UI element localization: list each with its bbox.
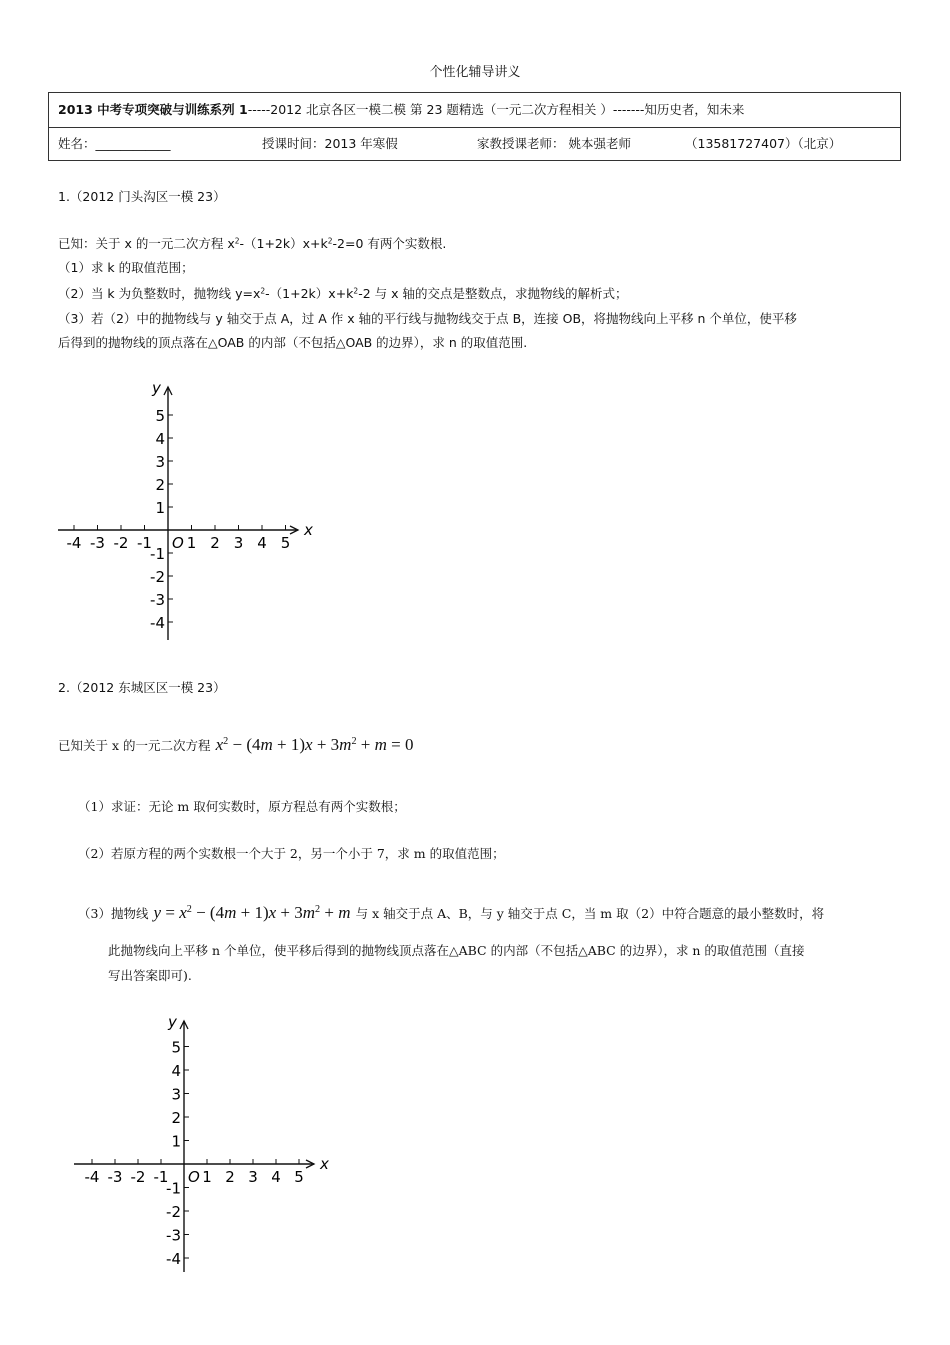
q2-part1: （1）求证：无论 m 取何实数时，原方程总有两个实数根； <box>78 799 406 814</box>
x-tick-label: 5 <box>280 534 291 552</box>
x-tick-label: 3 <box>233 534 244 552</box>
y-tick-label: -4 <box>166 1250 181 1268</box>
y-axis-label: y <box>168 1013 177 1031</box>
x-tick-label: 4 <box>257 534 267 552</box>
teacher-name: 家教授课老师： 姚本强老师 <box>477 136 631 151</box>
y-tick-label: -1 <box>150 545 165 563</box>
y-tick-label: 3 <box>171 1085 181 1104</box>
lesson-time: 授课时间：2013 年寒假 <box>262 136 398 151</box>
x-tick-label: -4 <box>66 534 82 552</box>
y-tick-label: -4 <box>150 614 165 632</box>
student-name-field: 姓名：____________ <box>58 136 171 151</box>
y-tick-label: 2 <box>171 1109 181 1127</box>
y-tick-label: -2 <box>150 568 165 586</box>
q2-part3-line1: （3）抛物线 $y = x^2 - (4m + 1)x + 3m^2 + m$ 与 x 轴交于点 A、B，与 y 轴交于点 C，当 m 取（2）中符合题意的最小整数时，将 <box>78 903 825 922</box>
q1-heading: 1.（2012 门头沟区一模 23） <box>58 189 226 204</box>
x-tick-label: 1 <box>186 534 197 552</box>
x-tick-label: -3 <box>107 1168 123 1186</box>
document-title: 个性化辅导讲义 <box>429 65 521 80</box>
y-tick-label: 4 <box>171 1062 181 1080</box>
y-tick-label: 1 <box>155 499 165 517</box>
q2-part3-equation: $y = x^2 - (4m + 1)x + 3m^2 + m$ <box>153 903 351 922</box>
q2-part2: （2）若原方程的两个实数根一个大于 2，另一个小于 7，求 m 的取值范围； <box>78 846 505 861</box>
q1-part2: （2）当 k 为负整数时，抛物线 $y=x^2-(1+2k)x+k^2-2$ 与 x 轴的交点是整数点，求抛物线的解析式； <box>58 286 628 301</box>
q2-heading: 2.（2012 东城区区一模 23） <box>58 680 226 695</box>
series-title-rest: -----2012 北京各区一模二模 第 23 题精选（一元二次方程相关 ）-------知历史者，知未来 <box>247 102 745 117</box>
x-tick-label: 2 <box>225 1168 235 1186</box>
y-tick-label: 5 <box>171 1038 181 1057</box>
y-tick-label: 5 <box>155 407 165 425</box>
q2-part3-line2: 此抛物线向上平移 n 个单位，使平移后得到的抛物线顶点落在△ABC 的内部（不包括△ABC 的边界），求 n 的取值范围（直接 <box>108 943 805 958</box>
axes-group-1 <box>58 379 313 640</box>
q1-part3-line2: 后得到的抛物线的顶点落在△OAB 的内部（不包括△OAB 的边界），求 n 的取值范围. <box>58 335 528 350</box>
y-tick-label: -1 <box>166 1179 181 1198</box>
x-tick-label: -1 <box>137 534 152 552</box>
q1-part1: （1）求 k 的取值范围； <box>58 260 194 275</box>
x-tick-label: -4 <box>84 1168 100 1186</box>
x-tick-label: 5 <box>294 1168 304 1186</box>
x-tick-label: 4 <box>271 1168 281 1186</box>
x-tick-label: -1 <box>153 1168 169 1186</box>
y-tick-label: -2 <box>166 1203 181 1221</box>
q1-intro: 已知：关于 x 的一元二次方程 $x^2-(1+2k)x+k^2-2=0$ 有两个实数根. <box>58 236 447 251</box>
y-tick-label: -3 <box>150 591 165 609</box>
y-tick-label: 3 <box>155 453 165 471</box>
origin-label: O <box>188 1168 200 1186</box>
q2-intro: 已知关于 x 的一元二次方程 $x^2 - (4m + 1)x + 3m^2 + m = 0$ <box>58 735 414 754</box>
x-tick-label: 3 <box>248 1168 258 1186</box>
series-title-bold: 2013 中考专项突破与训练系列 1 <box>58 102 248 117</box>
y-tick-label: 2 <box>155 476 165 494</box>
x-tick-label: -2 <box>130 1168 146 1186</box>
q2-part3-line3: 写出答案即可). <box>108 968 192 983</box>
x-tick-label: 2 <box>210 534 220 552</box>
x-axis-label: x <box>320 1155 329 1173</box>
axes-group-2 <box>74 1013 329 1272</box>
x-tick-label: -3 <box>90 534 105 552</box>
q1-part3-line1: （3）若（2）中的抛物线与 y 轴交于点 A，过 A 作 x 轴的平行线与抛物线交于点 B，连接 OB，将抛物线向上平移 n 个单位，使平移 <box>58 311 797 326</box>
teacher-phone: （13581727407）（北京） <box>685 136 842 151</box>
y-tick-label: 4 <box>155 430 165 448</box>
origin-label: O <box>172 534 184 552</box>
x-tick-label: 1 <box>202 1168 212 1186</box>
y-axis-label: y <box>152 379 161 397</box>
y-tick-label: -3 <box>166 1226 181 1245</box>
x-axis-label: x <box>304 521 313 539</box>
x-tick-label: -2 <box>113 534 129 552</box>
y-tick-label: 1 <box>171 1132 181 1151</box>
q2-equation: $x^2 - (4m + 1)x + 3m^2 + m = 0$ <box>215 735 414 754</box>
